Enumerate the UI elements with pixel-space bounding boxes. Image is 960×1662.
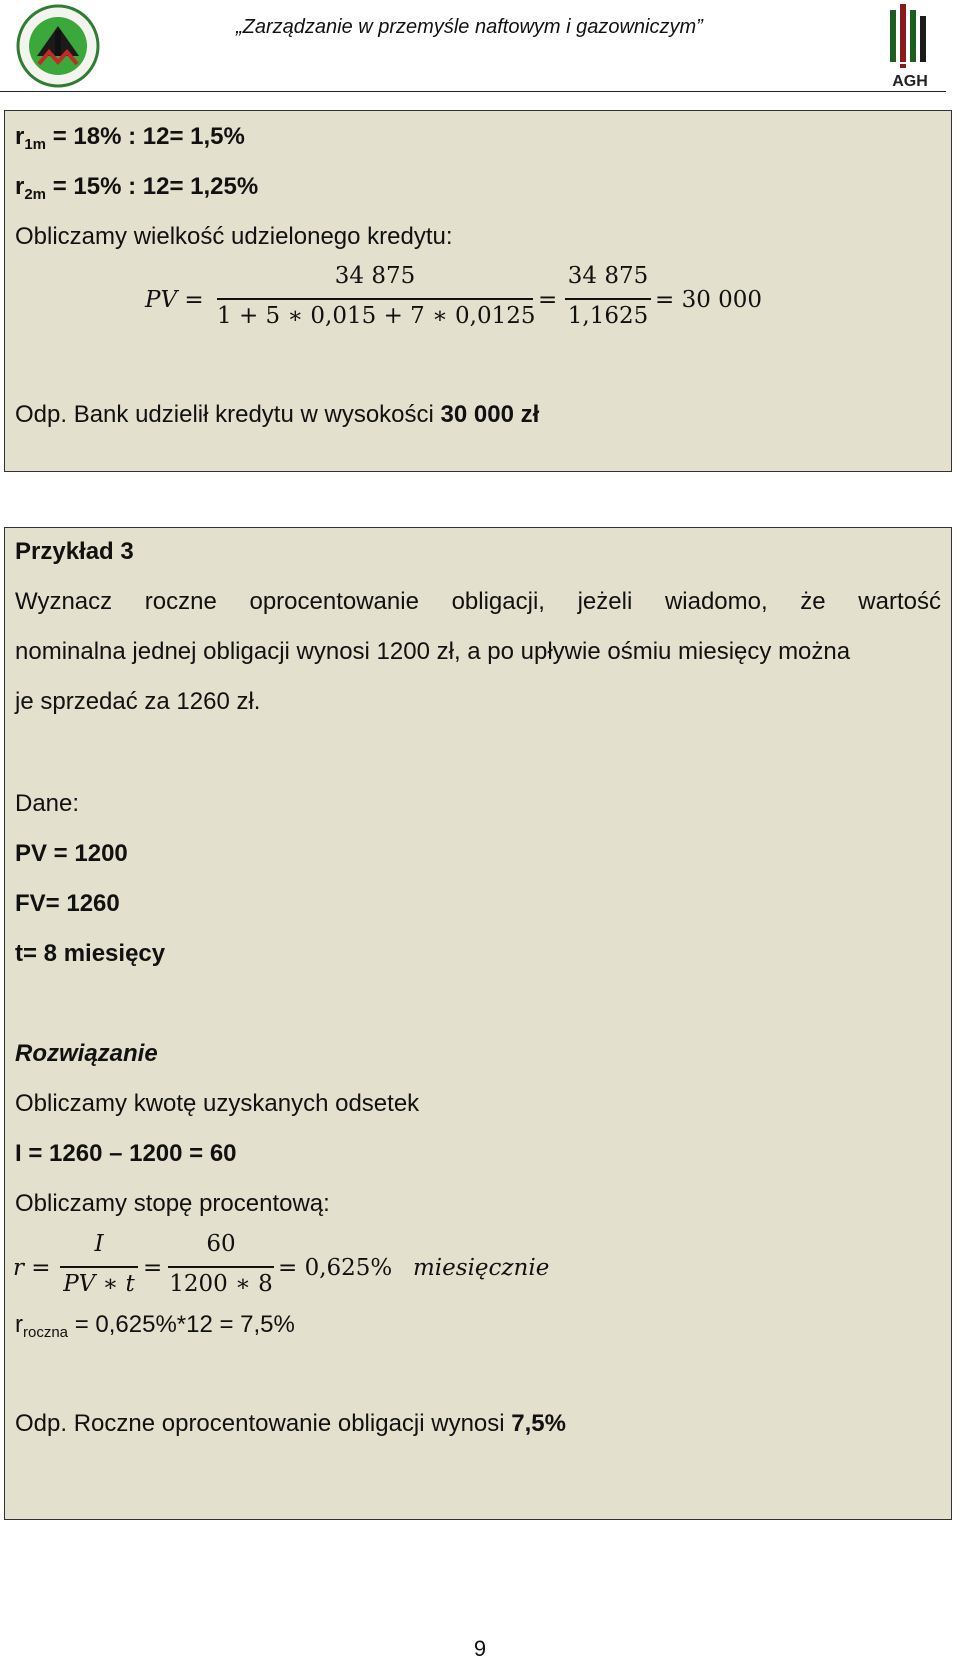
answer-2: Odp. Roczne oprocentowanie obligacji wynosi 7,5% bbox=[15, 1410, 566, 1437]
r2m-line: $r_{2m} = 15\%$ : 12= 1,25% bbox=[15, 173, 259, 203]
pv-lhs: PV = bbox=[145, 287, 204, 313]
eq2: = 30 000 bbox=[655, 287, 763, 313]
faculty-logo-icon bbox=[15, 4, 101, 88]
task-line-1: Wyznacz roczne oprocentowanie obligacji, jeżeli wiadomo, że wartość bbox=[15, 588, 941, 615]
frac3-bar bbox=[60, 1266, 138, 1268]
eq3: = bbox=[143, 1255, 163, 1281]
given-t: t= 8 miesięcy bbox=[15, 940, 166, 967]
example-title: Przykład 3 bbox=[15, 538, 134, 565]
eq4: = 0,625% bbox=[278, 1255, 393, 1281]
monthly-label: miesięcznie bbox=[413, 1255, 550, 1281]
annual-rate-line: $r_{roczna} = 0,625\%*12 = 7,5\%$ bbox=[15, 1311, 295, 1341]
page-header bbox=[0, 0, 960, 92]
frac3-numerator: I bbox=[94, 1231, 104, 1257]
header-rule bbox=[0, 91, 946, 92]
solution-box-1 bbox=[4, 110, 952, 472]
frac1-denominator: 1 + 5 ∗ 0,015 + 7 ∗ 0,0125 bbox=[217, 303, 536, 329]
credit-calc-intro: Obliczamy wielkość udzielonego kredytu: bbox=[15, 223, 453, 250]
interest-calc: I = 1260 – 1200 = 60 bbox=[15, 1140, 237, 1167]
agh-logo-icon bbox=[882, 2, 938, 90]
r-lhs: r = bbox=[13, 1255, 51, 1281]
frac1-bar bbox=[217, 298, 533, 300]
eq1: = bbox=[538, 287, 558, 313]
frac2-denominator: 1,1625 bbox=[567, 303, 649, 329]
task-line-3: je sprzedać za 1260 zł. bbox=[15, 688, 261, 715]
answer-1: Odp. Bank udzielił kredytu w wysokości 30 000 zł bbox=[15, 401, 540, 428]
frac4-denominator: 1200 ∗ 8 bbox=[169, 1271, 273, 1297]
given-fv: FV= 1260 bbox=[15, 890, 120, 917]
frac2-bar bbox=[565, 298, 651, 300]
frac4-bar bbox=[168, 1266, 274, 1268]
frac3-denominator: PV ∗ t bbox=[63, 1271, 135, 1297]
r1m-line: $r_{1m} = 18\%$ : 12= 1,5% bbox=[15, 123, 245, 153]
frac1-numerator: 34 875 bbox=[334, 263, 416, 289]
frac4-numerator: 60 bbox=[206, 1231, 236, 1257]
frac2-numerator: 34 875 bbox=[567, 263, 649, 289]
given-pv: PV = 1200 bbox=[15, 840, 128, 867]
interest-intro: Obliczamy kwotę uzyskanych odsetek bbox=[15, 1090, 420, 1117]
task-line-2: nominalna jednej obligacji wynosi 1200 zł, a po upływie ośmiu miesięcy można bbox=[15, 638, 851, 665]
agh-logo-text: AGH bbox=[892, 73, 928, 90]
page-number: 9 bbox=[473, 1636, 487, 1661]
solution-label: Rozwiązanie bbox=[15, 1040, 158, 1067]
example-3-box bbox=[4, 527, 952, 1520]
header-title: „Zarządzanie w przemyśle naftowym i gazowniczym” bbox=[236, 16, 703, 38]
rate-intro: Obliczamy stopę procentową: bbox=[15, 1190, 330, 1217]
given-label: Dane: bbox=[15, 790, 80, 817]
